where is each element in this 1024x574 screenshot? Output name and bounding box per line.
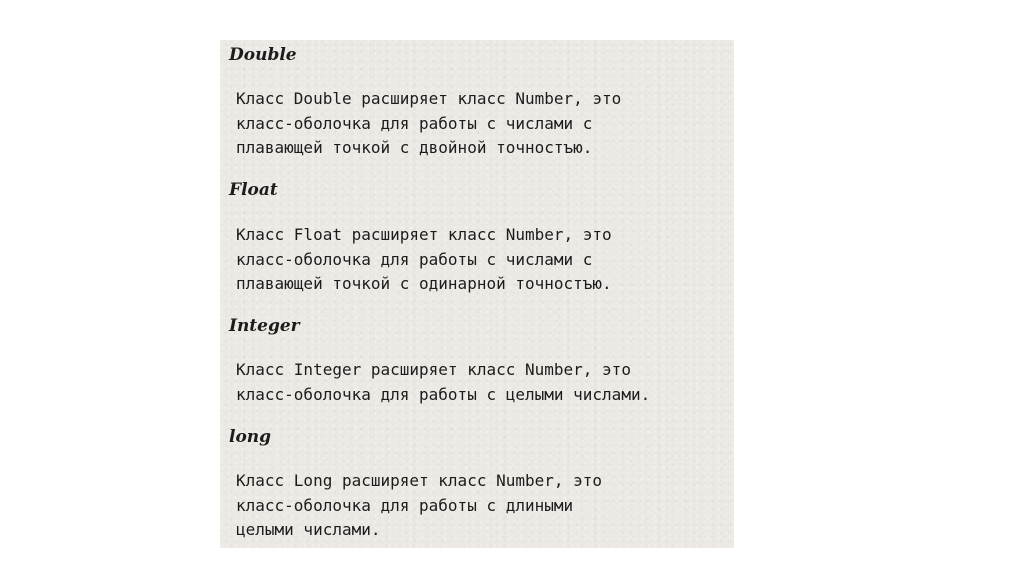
section-heading-long: long — [229, 427, 272, 447]
description-line: плавающей точкой с двойной точностъю. — [236, 138, 593, 157]
description-line: Класс Double расширяет класс Number, это — [236, 89, 622, 108]
section-description-double — [236, 87, 621, 161]
section-description-integer — [236, 358, 650, 407]
description-line: класс-оболочка для работы с числами с — [236, 113, 593, 133]
textured-content-panel — [220, 40, 734, 548]
section-description-long — [236, 469, 602, 543]
description-line: класс-оболочка для работы с целыми числами. — [236, 384, 651, 404]
description-line: Класс Long расширяет класс Number, это — [236, 471, 603, 490]
description-line: класс-оболочка для работы с числами с — [236, 249, 593, 269]
section-heading-float: Float — [229, 180, 278, 200]
description-line: Класс Integer расширяет класс Number, это — [236, 360, 631, 379]
section-description-float — [236, 223, 612, 297]
section-heading-integer: Integer — [229, 316, 300, 336]
description-line: Класс Float расширяет класс Number, это — [236, 225, 612, 244]
description-line: целыми числами. — [236, 520, 381, 539]
section-heading-double: Double — [229, 45, 297, 65]
description-line: класс-оболочка для работы с длиными — [236, 495, 574, 515]
description-line: плавающей точкой с одинарной точностъю. — [236, 274, 612, 293]
